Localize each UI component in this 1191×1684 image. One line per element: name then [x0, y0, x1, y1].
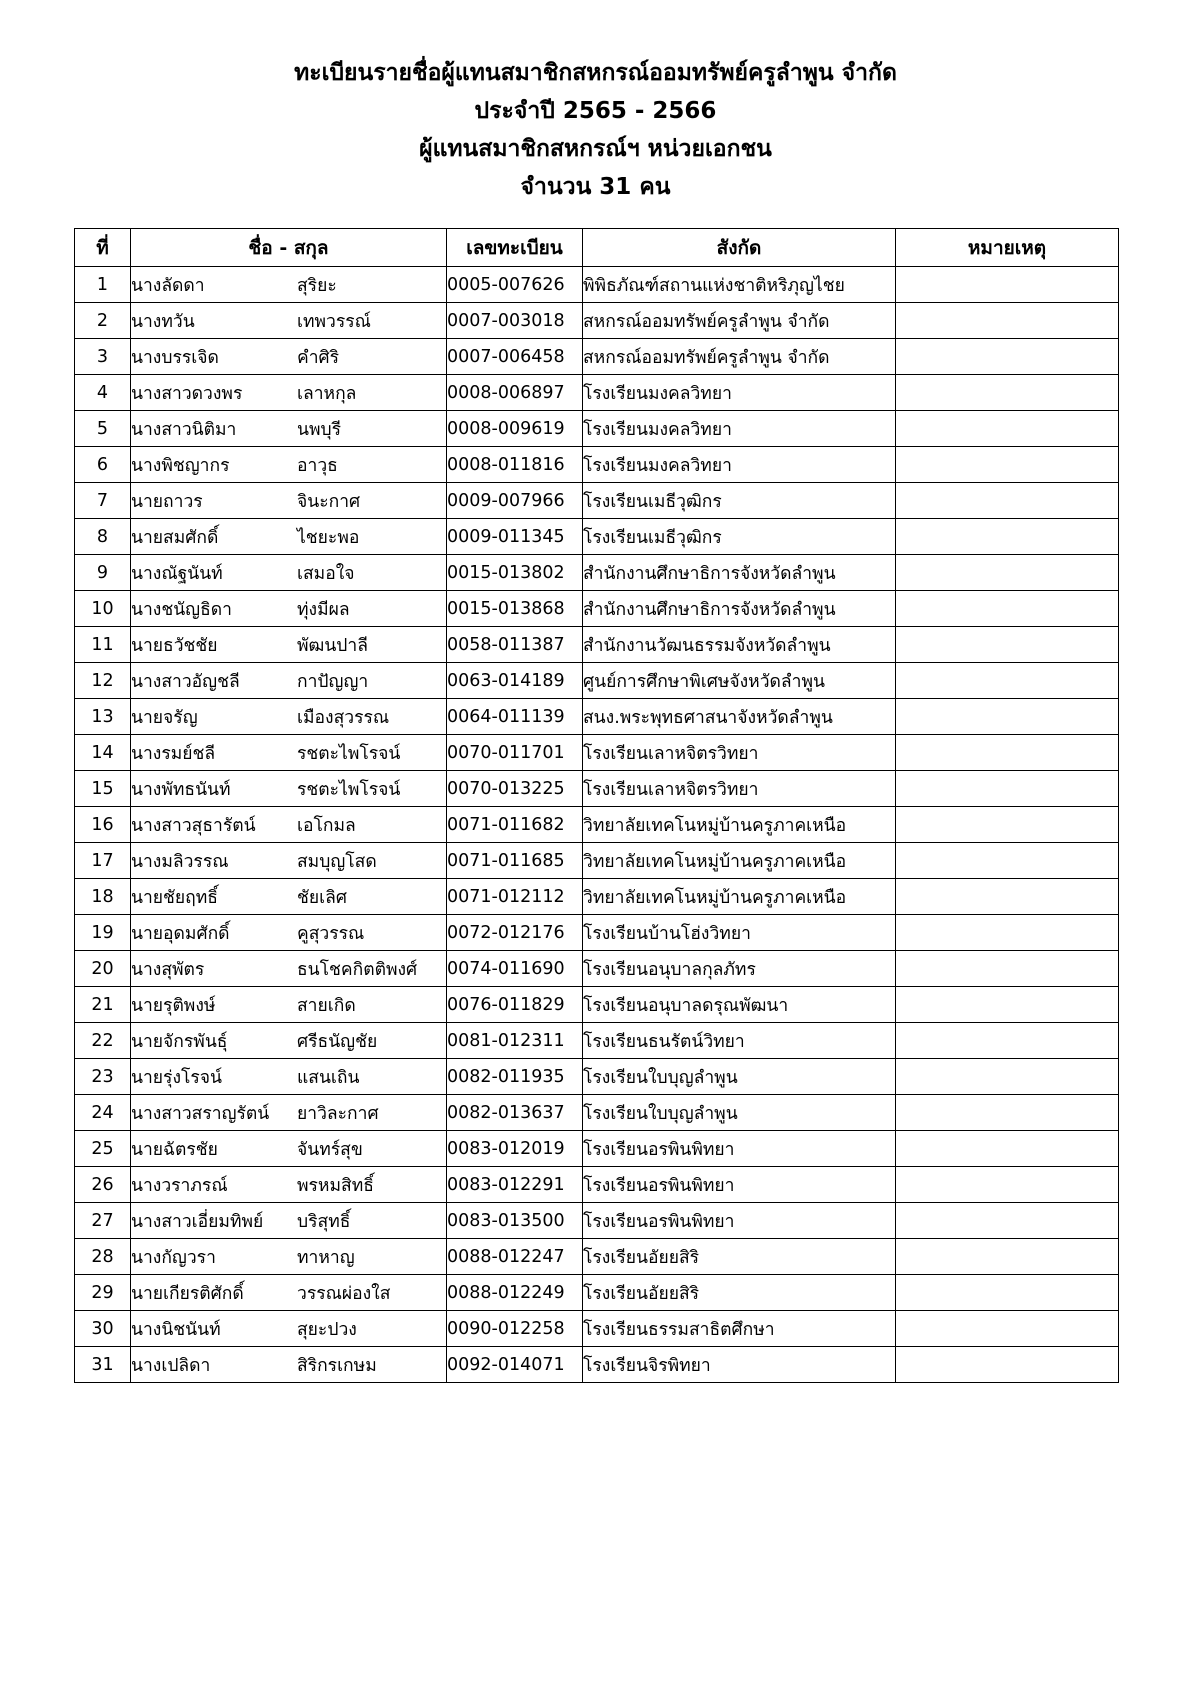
last-name: ทุ่งมีผล	[297, 599, 350, 620]
cell-reg: 0008-011816	[447, 447, 583, 483]
cell-reg: 0071-011685	[447, 843, 583, 879]
cell-unit: สำนักงานศึกษาธิการจังหวัดลำพูน	[583, 555, 896, 591]
table-row	[75, 987, 1119, 1023]
cell-name	[131, 1023, 447, 1059]
first-name: นางเปลิดา	[131, 1355, 211, 1376]
table-row	[75, 483, 1119, 519]
cell-unit: ศูนย์การศึกษาพิเศษจังหวัดลำพูน	[583, 663, 896, 699]
table-row	[75, 915, 1119, 951]
cell-reg: 0009-011345	[447, 519, 583, 555]
member-unit-heading: ผู้แทนสมาชิกสหกรณ์ฯ หน่วยเอกชน	[419, 136, 772, 162]
last-name: สมบุญโสด	[297, 851, 377, 872]
cell-reg: 0088-012249	[447, 1275, 583, 1311]
cell-name	[131, 1095, 447, 1131]
cell-name	[131, 915, 447, 951]
cell-no: 19	[75, 915, 131, 951]
first-name: นายรุ่งโรจน์	[131, 1067, 223, 1088]
table-row	[75, 519, 1119, 555]
cell-reg: 0008-006897	[447, 375, 583, 411]
last-name: ชัยเลิศ	[297, 887, 347, 908]
first-name: นายเกียรติศักดิ์	[131, 1283, 244, 1304]
last-name: กาปัญญา	[297, 671, 369, 692]
first-name: นายธวัชชัย	[131, 635, 218, 656]
cell-remark	[896, 915, 1119, 951]
cell-reg: 0071-012112	[447, 879, 583, 915]
cell-name	[131, 519, 447, 555]
cell-name	[131, 1203, 447, 1239]
cell-remark	[896, 1203, 1119, 1239]
cell-reg: 0081-012311	[447, 1023, 583, 1059]
first-name: นางมลิวรรณ	[131, 851, 229, 872]
cell-name	[131, 843, 447, 879]
col-header-reg: เลขทะเบียน	[447, 229, 583, 267]
first-name: นายชัยฤทธิ์	[131, 887, 218, 908]
last-name: อาวุธ	[297, 455, 338, 476]
cell-no: 29	[75, 1275, 131, 1311]
first-name: นางกัญวรา	[131, 1247, 216, 1268]
last-name: ยาวิละกาศ	[297, 1103, 379, 1124]
cell-name	[131, 1131, 447, 1167]
cell-unit: สหกรณ์ออมทรัพย์ครูลำพูน จำกัด	[583, 303, 896, 339]
cell-remark	[896, 951, 1119, 987]
cell-reg: 0074-011690	[447, 951, 583, 987]
fiscal-year: ประจำปี 2565 - 2566	[474, 98, 717, 124]
table-row	[75, 1131, 1119, 1167]
cell-unit: โรงเรียนเลาหจิตรวิทยา	[583, 735, 896, 771]
cell-remark	[896, 1239, 1119, 1275]
cell-name	[131, 879, 447, 915]
cell-no: 1	[75, 267, 131, 303]
table-row	[75, 699, 1119, 735]
first-name: นางสาวนิติมา	[131, 419, 237, 440]
cell-remark	[896, 735, 1119, 771]
last-name: จินะกาศ	[297, 491, 361, 512]
cell-unit: โรงเรียนเมธีวุฒิกร	[583, 519, 896, 555]
cell-name	[131, 1347, 447, 1383]
cell-reg: 0072-012176	[447, 915, 583, 951]
last-name: ไชยะพอ	[297, 527, 360, 548]
document-header	[0, 54, 1191, 206]
first-name: นายจักรพันธุ์	[131, 1031, 228, 1052]
cell-name	[131, 807, 447, 843]
member-count: จำนวน 31 คน	[520, 174, 671, 200]
first-name: นางนิชนันท์	[131, 1319, 221, 1340]
first-name: นางสาวอัญชลี	[131, 671, 240, 692]
cell-no: 18	[75, 879, 131, 915]
cell-unit: โรงเรียนธนรัตน์วิทยา	[583, 1023, 896, 1059]
cell-no: 25	[75, 1131, 131, 1167]
cell-name	[131, 303, 447, 339]
first-name: นางสาวเอี่ยมทิพย์	[131, 1211, 264, 1232]
cell-remark	[896, 1095, 1119, 1131]
first-name: นายถาวร	[131, 491, 203, 512]
first-name: นางรมย์ชลี	[131, 743, 216, 764]
table-row	[75, 807, 1119, 843]
cell-remark	[896, 447, 1119, 483]
cell-unit: โรงเรียนใบบุญลำพูน	[583, 1095, 896, 1131]
first-name: นางสาวสราญรัตน์	[131, 1103, 270, 1124]
cell-no: 28	[75, 1239, 131, 1275]
first-name: นางพิชญากร	[131, 455, 230, 476]
cell-reg: 0015-013868	[447, 591, 583, 627]
cell-unit: โรงเรียนอรพินพิทยา	[583, 1203, 896, 1239]
first-name: นางลัดดา	[131, 275, 205, 296]
table-row	[75, 1095, 1119, 1131]
last-name: คำศิริ	[297, 347, 340, 368]
cell-reg: 0088-012247	[447, 1239, 583, 1275]
table-row	[75, 771, 1119, 807]
cell-remark	[896, 699, 1119, 735]
table-row	[75, 843, 1119, 879]
last-name: นพบุรี	[297, 419, 342, 440]
first-name: นายรุติพงษ์	[131, 995, 216, 1016]
cell-remark	[896, 663, 1119, 699]
cell-unit: วิทยาลัยเทคโนหมู่บ้านครูภาคเหนือ	[583, 807, 896, 843]
cell-unit: โรงเรียนบ้านโฮ่งวิทยา	[583, 915, 896, 951]
first-name: นางณัฐนันท์	[131, 563, 223, 584]
first-name: นางวราภรณ์	[131, 1175, 228, 1196]
cell-remark	[896, 771, 1119, 807]
cell-no: 31	[75, 1347, 131, 1383]
cell-unit: สำนักงานศึกษาธิการจังหวัดลำพูน	[583, 591, 896, 627]
cell-reg: 0092-014071	[447, 1347, 583, 1383]
last-name: จันทร์สุข	[297, 1139, 363, 1160]
cell-unit: โรงเรียนมงคลวิทยา	[583, 447, 896, 483]
last-name: พรหมสิทธิ์	[297, 1175, 374, 1196]
first-name: นายอุดมศักดิ์	[131, 923, 230, 944]
last-name: สุริยะ	[297, 275, 337, 296]
col-header-no: ที่	[75, 229, 131, 267]
last-name: เทพวรรณ์	[297, 311, 371, 332]
cell-no: 3	[75, 339, 131, 375]
cell-remark	[896, 375, 1119, 411]
cell-reg: 0063-014189	[447, 663, 583, 699]
first-name: นายจรัญ	[131, 707, 198, 728]
cell-unit: โรงเรียนอัยยสิริ	[583, 1239, 896, 1275]
table-row	[75, 1275, 1119, 1311]
first-name: นางสาวสุธารัตน์	[131, 815, 256, 836]
cell-name	[131, 483, 447, 519]
cell-reg: 0064-011139	[447, 699, 583, 735]
cell-name	[131, 987, 447, 1023]
table-row	[75, 447, 1119, 483]
cell-remark	[896, 303, 1119, 339]
cell-unit: โรงเรียนเมธีวุฒิกร	[583, 483, 896, 519]
cell-reg: 0090-012258	[447, 1311, 583, 1347]
cell-reg: 0007-006458	[447, 339, 583, 375]
cell-name	[131, 735, 447, 771]
cell-no: 15	[75, 771, 131, 807]
cell-unit: โรงเรียนอัยยสิริ	[583, 1275, 896, 1311]
col-header-unit: สังกัด	[583, 229, 896, 267]
cell-reg: 0007-003018	[447, 303, 583, 339]
table-header-row	[75, 229, 1119, 267]
cell-unit: สหกรณ์ออมทรัพย์ครูลำพูน จำกัด	[583, 339, 896, 375]
cell-reg: 0083-012019	[447, 1131, 583, 1167]
cell-name	[131, 627, 447, 663]
cell-reg: 0005-007626	[447, 267, 583, 303]
cell-unit: โรงเรียนเลาหจิตรวิทยา	[583, 771, 896, 807]
cell-no: 8	[75, 519, 131, 555]
cell-remark	[896, 1059, 1119, 1095]
member-roster-table	[74, 228, 1119, 1383]
cell-unit: โรงเรียนอรพินพิทยา	[583, 1131, 896, 1167]
last-name: คูสุวรรณ	[297, 923, 365, 944]
roster-body	[75, 267, 1119, 1383]
cell-remark	[896, 1311, 1119, 1347]
cell-reg: 0076-011829	[447, 987, 583, 1023]
cell-unit: โรงเรียนอรพินพิทยา	[583, 1167, 896, 1203]
last-name: ทาหาญ	[297, 1247, 355, 1268]
cell-unit: พิพิธภัณฑ์สถานแห่งชาติหริภุญไชย	[583, 267, 896, 303]
cell-name	[131, 951, 447, 987]
cell-unit: โรงเรียนจิรพิทยา	[583, 1347, 896, 1383]
cell-unit: โรงเรียนอนุบาลดรุณพัฒนา	[583, 987, 896, 1023]
table-row	[75, 663, 1119, 699]
col-header-remark: หมายเหตุ	[896, 229, 1119, 267]
cell-name	[131, 447, 447, 483]
cell-remark	[896, 519, 1119, 555]
cell-reg: 0071-011682	[447, 807, 583, 843]
last-name: เมืองสุวรรณ	[297, 707, 390, 728]
cell-no: 30	[75, 1311, 131, 1347]
last-name: รชตะไพโรจน์	[297, 743, 401, 764]
table-row	[75, 555, 1119, 591]
first-name: นางสุพัตร	[131, 959, 205, 980]
cell-remark	[896, 591, 1119, 627]
cell-remark	[896, 339, 1119, 375]
cell-unit: โรงเรียนมงคลวิทยา	[583, 411, 896, 447]
cell-remark	[896, 267, 1119, 303]
table-row	[75, 267, 1119, 303]
cell-no: 11	[75, 627, 131, 663]
cell-unit: โรงเรียนใบบุญลำพูน	[583, 1059, 896, 1095]
table-row	[75, 339, 1119, 375]
last-name: รชตะไพโรจน์	[297, 779, 401, 800]
cell-reg: 0009-007966	[447, 483, 583, 519]
cell-no: 20	[75, 951, 131, 987]
cell-no: 5	[75, 411, 131, 447]
cell-no: 10	[75, 591, 131, 627]
cell-remark	[896, 1131, 1119, 1167]
cell-remark	[896, 411, 1119, 447]
cell-reg: 0008-009619	[447, 411, 583, 447]
cell-remark	[896, 987, 1119, 1023]
cell-remark	[896, 1023, 1119, 1059]
first-name: นางสาวดวงพร	[131, 383, 243, 404]
cell-reg: 0082-011935	[447, 1059, 583, 1095]
table-row	[75, 591, 1119, 627]
last-name: ธนโชคกิตติพงศ์	[297, 959, 418, 980]
table-row	[75, 735, 1119, 771]
cell-no: 23	[75, 1059, 131, 1095]
first-name: นายสมศักดิ์	[131, 527, 219, 548]
cell-unit: โรงเรียนธรรมสาธิตศึกษา	[583, 1311, 896, 1347]
cell-name	[131, 411, 447, 447]
cell-name	[131, 699, 447, 735]
cell-reg: 0070-013225	[447, 771, 583, 807]
last-name: เอโกมล	[297, 815, 356, 836]
cell-remark	[896, 627, 1119, 663]
cell-name	[131, 1275, 447, 1311]
cell-no: 26	[75, 1167, 131, 1203]
cell-remark	[896, 1167, 1119, 1203]
cell-name	[131, 1167, 447, 1203]
table-row	[75, 1059, 1119, 1095]
cell-name	[131, 771, 447, 807]
table-row	[75, 303, 1119, 339]
cell-unit: วิทยาลัยเทคโนหมู่บ้านครูภาคเหนือ	[583, 843, 896, 879]
cell-name	[131, 339, 447, 375]
table-row	[75, 1167, 1119, 1203]
table-row	[75, 1347, 1119, 1383]
cell-name	[131, 663, 447, 699]
first-name: นางทวัน	[131, 311, 195, 332]
last-name: เสมอใจ	[297, 563, 355, 584]
first-name: นางบรรเจิด	[131, 347, 219, 368]
cell-no: 17	[75, 843, 131, 879]
cell-name	[131, 267, 447, 303]
cell-remark	[896, 555, 1119, 591]
document-title: ทะเบียนรายชื่อผู้แทนสมาชิกสหกรณ์ออมทรัพย์ครูลำพูน จำกัด	[294, 60, 897, 86]
cell-no: 14	[75, 735, 131, 771]
cell-remark	[896, 1275, 1119, 1311]
cell-reg: 0082-013637	[447, 1095, 583, 1131]
last-name: ศรีธนัญชัย	[297, 1031, 378, 1052]
cell-name	[131, 1239, 447, 1275]
cell-name	[131, 1059, 447, 1095]
table-row	[75, 879, 1119, 915]
cell-reg: 0083-012291	[447, 1167, 583, 1203]
cell-no: 16	[75, 807, 131, 843]
table-row	[75, 627, 1119, 663]
cell-remark	[896, 879, 1119, 915]
cell-name	[131, 591, 447, 627]
cell-no: 12	[75, 663, 131, 699]
table-row	[75, 951, 1119, 987]
table-row	[75, 1023, 1119, 1059]
cell-remark	[896, 807, 1119, 843]
last-name: พัฒนปาลี	[297, 635, 368, 656]
cell-reg: 0015-013802	[447, 555, 583, 591]
cell-unit: โรงเรียนอนุบาลกุลภัทร	[583, 951, 896, 987]
col-header-name: ชื่อ - สกุล	[131, 229, 447, 267]
cell-reg: 0058-011387	[447, 627, 583, 663]
cell-no: 9	[75, 555, 131, 591]
cell-no: 4	[75, 375, 131, 411]
table-row	[75, 411, 1119, 447]
cell-no: 13	[75, 699, 131, 735]
table-row	[75, 375, 1119, 411]
last-name: วรรณผ่องใส	[297, 1283, 391, 1304]
last-name: สุยะปวง	[297, 1319, 357, 1340]
cell-reg: 0070-011701	[447, 735, 583, 771]
cell-no: 6	[75, 447, 131, 483]
cell-reg: 0083-013500	[447, 1203, 583, 1239]
last-name: สายเกิด	[297, 995, 356, 1016]
cell-no: 22	[75, 1023, 131, 1059]
cell-no: 21	[75, 987, 131, 1023]
cell-unit: โรงเรียนมงคลวิทยา	[583, 375, 896, 411]
cell-name	[131, 555, 447, 591]
table-row	[75, 1203, 1119, 1239]
cell-remark	[896, 843, 1119, 879]
last-name: เลาหกุล	[297, 383, 357, 404]
cell-no: 27	[75, 1203, 131, 1239]
cell-unit: สำนักงานวัฒนธรรมจังหวัดลำพูน	[583, 627, 896, 663]
cell-remark	[896, 483, 1119, 519]
first-name: นางชนัญธิดา	[131, 599, 232, 620]
cell-no: 7	[75, 483, 131, 519]
cell-no: 24	[75, 1095, 131, 1131]
cell-name	[131, 375, 447, 411]
table-row	[75, 1239, 1119, 1275]
first-name: นายฉัตรชัย	[131, 1139, 218, 1160]
cell-name	[131, 1311, 447, 1347]
cell-unit: สนง.พระพุทธศาสนาจังหวัดลำพูน	[583, 699, 896, 735]
last-name: สิริกรเกษม	[297, 1355, 377, 1376]
table-row	[75, 1311, 1119, 1347]
cell-remark	[896, 1347, 1119, 1383]
first-name: นางพัทธนันท์	[131, 779, 231, 800]
last-name: บริสุทธิ์	[297, 1211, 351, 1232]
last-name: แสนเถิน	[297, 1067, 360, 1088]
cell-no: 2	[75, 303, 131, 339]
cell-unit: วิทยาลัยเทคโนหมู่บ้านครูภาคเหนือ	[583, 879, 896, 915]
